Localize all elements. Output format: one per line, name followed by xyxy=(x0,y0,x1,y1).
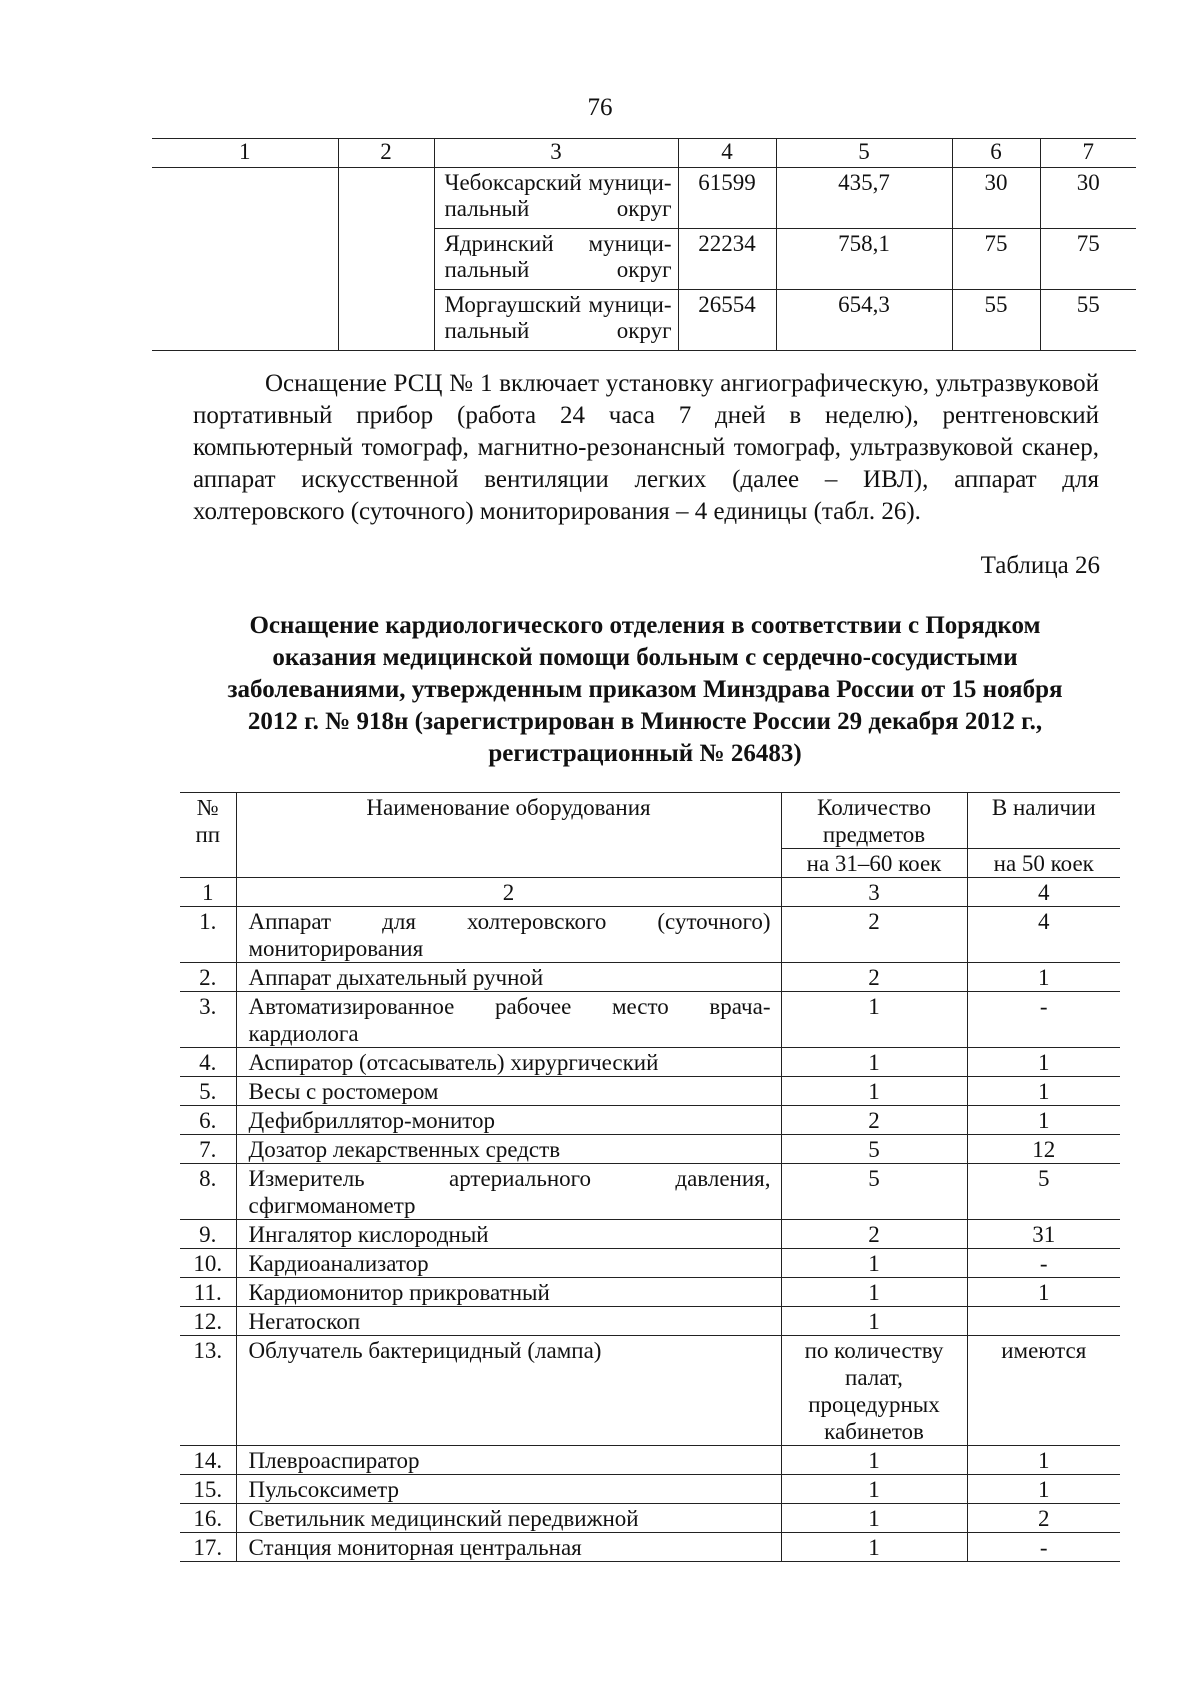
row-number: 4. xyxy=(180,1048,236,1077)
col-number: 1 xyxy=(152,139,338,168)
row-number: 14. xyxy=(180,1446,236,1475)
table-row xyxy=(180,1533,1120,1562)
availability-value: 1 xyxy=(967,1106,1120,1135)
header-avail: В наличии xyxy=(967,793,1120,849)
table-row xyxy=(180,1220,1120,1249)
quantity-value: 1 xyxy=(781,1307,967,1336)
availability-value: 2 xyxy=(967,1504,1120,1533)
district-name: Чебоксарский муници-пальный округ xyxy=(434,168,678,229)
availability-value: - xyxy=(967,992,1120,1048)
table-row xyxy=(180,1504,1120,1533)
table-row xyxy=(152,168,1136,229)
continuation-table-header xyxy=(152,139,1136,168)
header-qty-sub: на 31–60 коек xyxy=(781,849,967,878)
quantity-value: 5 xyxy=(781,1135,967,1164)
cell-value: 30 xyxy=(1040,168,1136,229)
equipment-name: Измеритель артериального давления, сфигмоманометр xyxy=(236,1164,781,1220)
table-row xyxy=(180,1336,1120,1446)
page-number: 76 xyxy=(587,94,613,121)
availability-value xyxy=(967,1307,1120,1336)
equipment-name: Аппарат для холтеровского (суточного) мониторирования xyxy=(236,907,781,963)
table-row xyxy=(180,1164,1120,1220)
cell-value: 758,1 xyxy=(776,229,952,290)
quantity-value: 1 xyxy=(781,1446,967,1475)
cell-value: 30 xyxy=(952,168,1040,229)
empty-cell xyxy=(338,168,434,351)
row-number: 15. xyxy=(180,1475,236,1504)
availability-value: 4 xyxy=(967,907,1120,963)
equipment-name: Кардиоанализатор xyxy=(236,1249,781,1278)
cell-value: 22234 xyxy=(678,229,776,290)
row-number: 2. xyxy=(180,963,236,992)
quantity-value: 2 xyxy=(781,963,967,992)
row-number: 17. xyxy=(180,1533,236,1562)
availability-value: 1 xyxy=(967,1475,1120,1504)
row-number: 5. xyxy=(180,1077,236,1106)
table-row xyxy=(180,907,1120,963)
quantity-value: 2 xyxy=(781,1106,967,1135)
col-number: 6 xyxy=(952,139,1040,168)
table-row xyxy=(180,1475,1120,1504)
quantity-value: 1 xyxy=(781,1077,967,1106)
table-row xyxy=(180,1106,1120,1135)
availability-value: 1 xyxy=(967,1446,1120,1475)
quantity-value: 2 xyxy=(781,907,967,963)
equipment-name: Дефибриллятор-монитор xyxy=(236,1106,781,1135)
table-row xyxy=(180,1446,1120,1475)
col-number: 4 xyxy=(678,139,776,168)
quantity-value: 1 xyxy=(781,1278,967,1307)
equipment-name: Негатоскоп xyxy=(236,1307,781,1336)
equipment-name: Автоматизированное рабочее место врача-кардиолога xyxy=(236,992,781,1048)
equipment-name: Плевроаспиратор xyxy=(236,1446,781,1475)
equipment-name: Ингалятор кислородный xyxy=(236,1220,781,1249)
equipment-name: Станция мониторная центральная xyxy=(236,1533,781,1562)
equipment-name: Светильник медицинский передвижной xyxy=(236,1504,781,1533)
cell-value: 654,3 xyxy=(776,290,952,351)
cell-value: 61599 xyxy=(678,168,776,229)
cell-value: 55 xyxy=(1040,290,1136,351)
equipment-name: Весы с ростомером xyxy=(236,1077,781,1106)
row-number: 6. xyxy=(180,1106,236,1135)
table-row xyxy=(180,1249,1120,1278)
equipment-name: Аппарат дыхательный ручной xyxy=(236,963,781,992)
row-number: 12. xyxy=(180,1307,236,1336)
availability-value: 31 xyxy=(967,1220,1120,1249)
row-number: 7. xyxy=(180,1135,236,1164)
col-number: 1 xyxy=(180,878,236,907)
equipment-table xyxy=(180,792,1120,1562)
availability-value: 1 xyxy=(967,1077,1120,1106)
col-number: 3 xyxy=(434,139,678,168)
row-number: 11. xyxy=(180,1278,236,1307)
row-number: 13. xyxy=(180,1336,236,1446)
availability-value: - xyxy=(967,1249,1120,1278)
equipment-name: Кардиомонитор прикроватный xyxy=(236,1278,781,1307)
row-number: 10. xyxy=(180,1249,236,1278)
header-avail-sub: на 50 коек xyxy=(967,849,1120,878)
quantity-value: 1 xyxy=(781,1533,967,1562)
row-number: 16. xyxy=(180,1504,236,1533)
body-paragraph: Оснащение РСЦ № 1 включает установку ангиографическую, ультразвуковой портативный прибор (работа 24 часа 7 дней в неделю), рентгеновский компьютерный томограф, магнитно-резонансный томограф, ультразвуковой сканер, аппарат искусственной вентиляции легких (далее – ИВЛ), аппарат для холтеровского (суточного) мониторирования – 4 единицы (табл. 26). xyxy=(193,370,1099,525)
availability-value: 1 xyxy=(967,1278,1120,1307)
col-number: 4 xyxy=(967,878,1120,907)
availability-value: 12 xyxy=(967,1135,1120,1164)
header-name: Наименование оборудования xyxy=(236,793,781,878)
col-number: 2 xyxy=(236,878,781,907)
district-name: Моргаушский муници-пальный округ xyxy=(434,290,678,351)
row-number: 1. xyxy=(180,907,236,963)
table-row xyxy=(180,1307,1120,1336)
table-label: Таблица 26 xyxy=(980,552,1100,579)
quantity-value: 5 xyxy=(781,1164,967,1220)
table-title: Оснащение кардиологического отделения в соответствии с Порядком оказания медицинской помощи больным с сердечно-сосудистыми заболеваниями, утвержденным приказом Минздрава России от 15 ноября 2012 г. № 918н (зарегистрирован в Минюсте России 29 декабря 2012 г., регистрационный № 26483) xyxy=(227,612,1063,767)
header-qty: Количество предметов xyxy=(781,793,967,849)
row-number: 8. xyxy=(180,1164,236,1220)
availability-value: имеются xyxy=(967,1336,1120,1446)
row-number: 3. xyxy=(180,992,236,1048)
equipment-name: Облучатель бактерицидный (лампа) xyxy=(236,1336,781,1446)
cell-value: 55 xyxy=(952,290,1040,351)
cell-value: 435,7 xyxy=(776,168,952,229)
equipment-name: Дозатор лекарственных средств xyxy=(236,1135,781,1164)
quantity-value: 1 xyxy=(781,992,967,1048)
column-number-row xyxy=(180,878,1120,907)
empty-cell xyxy=(152,168,338,351)
header-num: № пп xyxy=(180,793,236,878)
quantity-value: 1 xyxy=(781,1475,967,1504)
district-name: Ядринский муници-пальный округ xyxy=(434,229,678,290)
col-number: 2 xyxy=(338,139,434,168)
availability-value: 1 xyxy=(967,963,1120,992)
quantity-value: 1 xyxy=(781,1048,967,1077)
quantity-value: 1 xyxy=(781,1249,967,1278)
table-row xyxy=(180,963,1120,992)
quantity-value: 2 xyxy=(781,1220,967,1249)
table-row xyxy=(180,1048,1120,1077)
col-number: 5 xyxy=(776,139,952,168)
table-row xyxy=(180,992,1120,1048)
cell-value: 75 xyxy=(952,229,1040,290)
table-header-row xyxy=(180,793,1120,849)
cell-value: 75 xyxy=(1040,229,1136,290)
availability-value: 5 xyxy=(967,1164,1120,1220)
col-number: 3 xyxy=(781,878,967,907)
equipment-name: Пульсоксиметр xyxy=(236,1475,781,1504)
table-row xyxy=(180,1135,1120,1164)
cell-value: 26554 xyxy=(678,290,776,351)
equipment-name: Аспиратор (отсасыватель) хирургический xyxy=(236,1048,781,1077)
row-number: 9. xyxy=(180,1220,236,1249)
availability-value: 1 xyxy=(967,1048,1120,1077)
table-row xyxy=(180,1278,1120,1307)
col-number: 7 xyxy=(1040,139,1136,168)
quantity-value: по количеству палат, процедурных кабинетов xyxy=(781,1336,967,1446)
table-row xyxy=(180,1077,1120,1106)
quantity-value: 1 xyxy=(781,1504,967,1533)
continuation-table xyxy=(152,138,1136,351)
availability-value: - xyxy=(967,1533,1120,1562)
